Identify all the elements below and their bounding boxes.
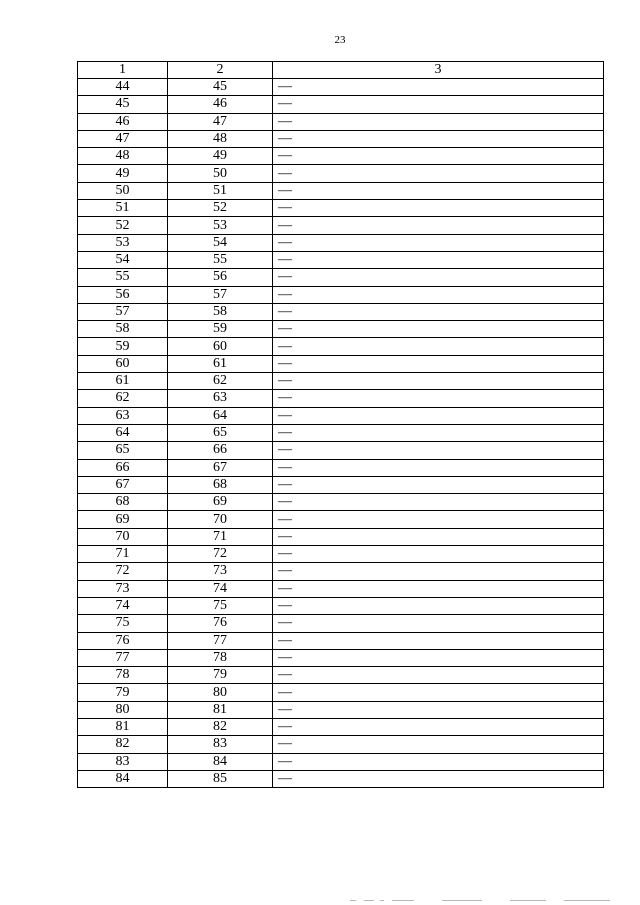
table-row: [78, 753, 604, 770]
table-cell-col-2: 66: [168, 442, 273, 459]
table-row: [78, 269, 604, 286]
table-cell-col-3: —: [273, 511, 604, 528]
table-cell-col-2: 79: [168, 667, 273, 684]
table-cell-col-3: —: [273, 770, 604, 787]
table-cell-col-3: —: [273, 459, 604, 476]
table-cell-col-2: 81: [168, 701, 273, 718]
table-cell-col-1: 64: [78, 424, 168, 441]
table-cell-col-3: —: [273, 148, 604, 165]
table-cell-col-1: 61: [78, 373, 168, 390]
table-row: [78, 286, 604, 303]
table-cell-col-2: 46: [168, 96, 273, 113]
table-cell-col-1: 46: [78, 113, 168, 130]
table-cell-col-2: 64: [168, 407, 273, 424]
table-cell-col-2: 53: [168, 217, 273, 234]
table-row: [78, 165, 604, 182]
table-cell-col-2: 62: [168, 373, 273, 390]
table-cell-col-1: 44: [78, 79, 168, 96]
table-row: [78, 217, 604, 234]
table-cell-col-1: 84: [78, 770, 168, 787]
table-cell-col-3: —: [273, 373, 604, 390]
table-cell-col-2: 74: [168, 580, 273, 597]
table-cell-col-2: 47: [168, 113, 273, 130]
table-cell-col-3: —: [273, 182, 604, 199]
table-row: [78, 667, 604, 684]
table-cell-col-2: 85: [168, 770, 273, 787]
table-row: [78, 632, 604, 649]
table-cell-col-3: —: [273, 701, 604, 718]
table-cell-col-2: 76: [168, 615, 273, 632]
table-cell-col-3: —: [273, 321, 604, 338]
table-cell-col-2: 82: [168, 718, 273, 735]
table-cell-col-3: —: [273, 234, 604, 251]
table-cell-col-3: —: [273, 615, 604, 632]
header-row: [78, 62, 604, 79]
table-cell-col-1: 82: [78, 736, 168, 753]
table-cell-col-2: 63: [168, 390, 273, 407]
table-cell-col-1: 60: [78, 355, 168, 372]
table-cell-col-1: 73: [78, 580, 168, 597]
table-cell-col-3: —: [273, 251, 604, 268]
table-cell-col-3: —: [273, 546, 604, 563]
table-cell-col-3: —: [273, 684, 604, 701]
table-row: [78, 321, 604, 338]
table-cell-col-3: —: [273, 424, 604, 441]
table-row: [78, 736, 604, 753]
table-row: [78, 476, 604, 493]
table-row: [78, 355, 604, 372]
table-cell-col-2: 49: [168, 148, 273, 165]
table-row: [78, 113, 604, 130]
table-cell-col-1: 53: [78, 234, 168, 251]
table-cell-col-1: 49: [78, 165, 168, 182]
table-cell-col-3: —: [273, 494, 604, 511]
table-row: [78, 494, 604, 511]
table-row: [78, 148, 604, 165]
table-cell-col-3: —: [273, 528, 604, 545]
table-cell-col-1: 51: [78, 200, 168, 217]
table-cell-col-2: 83: [168, 736, 273, 753]
table-cell-col-3: —: [273, 407, 604, 424]
table-cell-col-3: —: [273, 736, 604, 753]
table-row: [78, 615, 604, 632]
table-cell-col-3: —: [273, 667, 604, 684]
table-cell-col-2: 78: [168, 649, 273, 666]
table-row: [78, 338, 604, 355]
table-cell-col-3: —: [273, 718, 604, 735]
table-row: [78, 442, 604, 459]
column-header-1: 1: [78, 62, 168, 79]
table-cell-col-2: 67: [168, 459, 273, 476]
table-row: [78, 424, 604, 441]
table-cell-col-3: —: [273, 286, 604, 303]
table-cell-col-2: 57: [168, 286, 273, 303]
table-row: [78, 130, 604, 147]
table-cell-col-3: —: [273, 597, 604, 614]
table-cell-col-3: —: [273, 303, 604, 320]
column-header-2: 2: [168, 62, 273, 79]
table-cell-col-1: 66: [78, 459, 168, 476]
table-cell-col-3: —: [273, 269, 604, 286]
table-cell-col-2: 71: [168, 528, 273, 545]
table-cell-col-2: 48: [168, 130, 273, 147]
table-cell-col-3: —: [273, 563, 604, 580]
table-cell-col-1: 75: [78, 615, 168, 632]
table-cell-col-3: —: [273, 338, 604, 355]
table-cell-col-3: —: [273, 165, 604, 182]
table-cell-col-3: —: [273, 355, 604, 372]
table-cell-col-1: 80: [78, 701, 168, 718]
table-cell-col-1: 74: [78, 597, 168, 614]
table-cell-col-2: 51: [168, 182, 273, 199]
table-cell-col-1: 58: [78, 321, 168, 338]
table-cell-col-2: 80: [168, 684, 273, 701]
table-cell-col-1: 47: [78, 130, 168, 147]
table-row: [78, 684, 604, 701]
table-cell-col-1: 78: [78, 667, 168, 684]
table-row: [78, 770, 604, 787]
table-cell-col-1: 63: [78, 407, 168, 424]
table-cell-col-2: 72: [168, 546, 273, 563]
table-body: [78, 79, 604, 788]
table-row: [78, 303, 604, 320]
table-cell-col-1: 56: [78, 286, 168, 303]
table-cell-col-2: 56: [168, 269, 273, 286]
table-row: [78, 373, 604, 390]
table-cell-col-2: 59: [168, 321, 273, 338]
table-cell-col-2: 55: [168, 251, 273, 268]
table-row: [78, 234, 604, 251]
table-cell-col-3: —: [273, 390, 604, 407]
table-cell-col-1: 71: [78, 546, 168, 563]
table-row: [78, 546, 604, 563]
column-header-3: 3: [273, 62, 604, 79]
table-row: [78, 528, 604, 545]
table-cell-col-1: 68: [78, 494, 168, 511]
table-cell-col-1: 67: [78, 476, 168, 493]
table-cell-col-3: —: [273, 632, 604, 649]
table-cell-col-1: 57: [78, 303, 168, 320]
table-cell-col-1: 62: [78, 390, 168, 407]
table-cell-col-3: —: [273, 580, 604, 597]
table-cell-col-3: —: [273, 442, 604, 459]
table-cell-col-2: 69: [168, 494, 273, 511]
table-cell-col-1: 54: [78, 251, 168, 268]
table-cell-col-1: 45: [78, 96, 168, 113]
table-cell-col-2: 75: [168, 597, 273, 614]
table-cell-col-2: 68: [168, 476, 273, 493]
table-row: [78, 251, 604, 268]
table-cell-col-2: 73: [168, 563, 273, 580]
table-cell-col-1: 55: [78, 269, 168, 286]
table-row: [78, 390, 604, 407]
table-cell-col-2: 52: [168, 200, 273, 217]
table-row: [78, 563, 604, 580]
table-row: [78, 200, 604, 217]
table-row: [78, 649, 604, 666]
table-cell-col-2: 54: [168, 234, 273, 251]
table-row: [78, 79, 604, 96]
table-cell-col-1: 79: [78, 684, 168, 701]
table-row: [78, 597, 604, 614]
data-table: [77, 61, 604, 788]
table-cell-col-1: 76: [78, 632, 168, 649]
table-cell-col-2: 65: [168, 424, 273, 441]
table-row: [78, 407, 604, 424]
table-cell-col-2: 58: [168, 303, 273, 320]
table-cell-col-1: 59: [78, 338, 168, 355]
table-row: [78, 580, 604, 597]
table-cell-col-1: 48: [78, 148, 168, 165]
table-cell-col-3: —: [273, 217, 604, 234]
table-cell-col-2: 60: [168, 338, 273, 355]
table-cell-col-3: —: [273, 476, 604, 493]
table-cell-col-1: 81: [78, 718, 168, 735]
scan-artifact-marks: [350, 900, 610, 903]
table-cell-col-1: 50: [78, 182, 168, 199]
table-cell-col-2: 70: [168, 511, 273, 528]
table-cell-col-2: 84: [168, 753, 273, 770]
table-cell-col-3: —: [273, 113, 604, 130]
table-header: [78, 62, 604, 79]
page-number: 23: [334, 34, 346, 46]
table-cell-col-1: 69: [78, 511, 168, 528]
table-cell-col-3: —: [273, 79, 604, 96]
table-cell-col-3: —: [273, 649, 604, 666]
table-cell-col-2: 61: [168, 355, 273, 372]
table-row: [78, 459, 604, 476]
table-cell-col-1: 72: [78, 563, 168, 580]
table-cell-col-2: 77: [168, 632, 273, 649]
table-row: [78, 96, 604, 113]
table-cell-col-3: —: [273, 200, 604, 217]
table-cell-col-2: 50: [168, 165, 273, 182]
table-cell-col-3: —: [273, 96, 604, 113]
table-row: [78, 182, 604, 199]
table-cell-col-1: 83: [78, 753, 168, 770]
table-cell-col-1: 65: [78, 442, 168, 459]
table-row: [78, 511, 604, 528]
table-cell-col-3: —: [273, 130, 604, 147]
table-row: [78, 701, 604, 718]
table-cell-col-3: —: [273, 753, 604, 770]
table-cell-col-1: 70: [78, 528, 168, 545]
table-cell-col-2: 45: [168, 79, 273, 96]
table-cell-col-1: 52: [78, 217, 168, 234]
table-row: [78, 718, 604, 735]
table-cell-col-1: 77: [78, 649, 168, 666]
